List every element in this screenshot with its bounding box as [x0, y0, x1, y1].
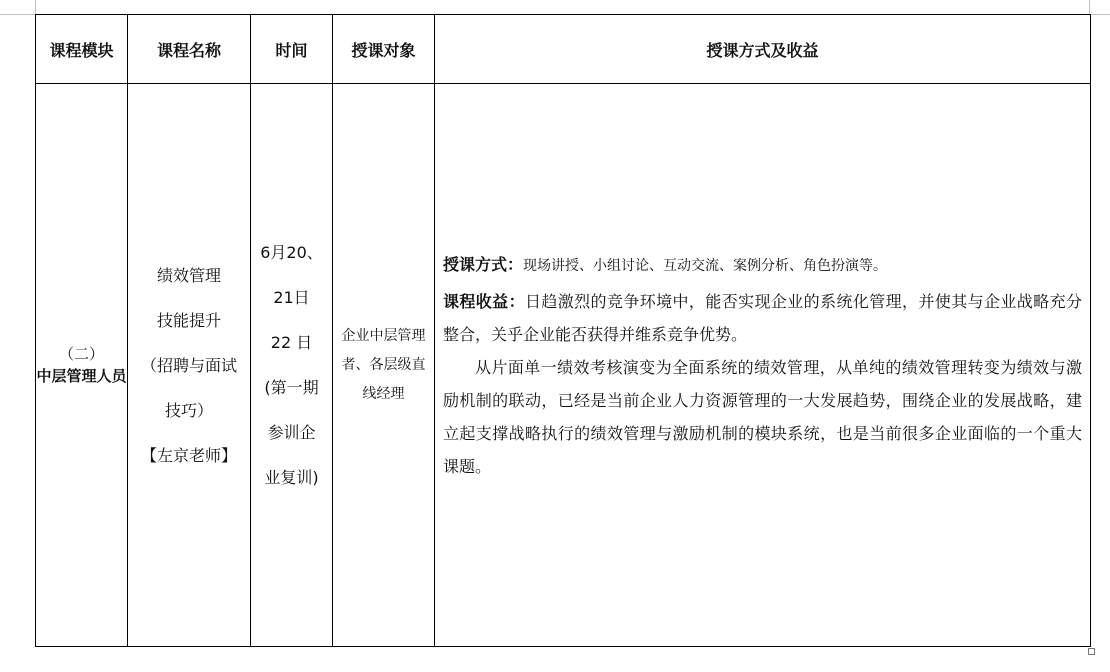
table-row [36, 84, 1091, 647]
course-line: 技巧） [164, 400, 213, 420]
method-label: 授课方式： [443, 254, 524, 274]
course-name-cell [128, 84, 251, 647]
course-table [35, 14, 1091, 647]
course-line: 绩效管理 [156, 265, 221, 285]
time-line: 参训企 [267, 423, 316, 442]
table-resize-handle[interactable] [1088, 648, 1095, 655]
method-paragraph [443, 248, 1082, 283]
time-line: 6月20、 [260, 243, 323, 262]
time-line: 21日 [273, 288, 310, 307]
audience-cell [333, 84, 435, 647]
benefit-paragraph [443, 285, 1082, 351]
method-benefit-cell [435, 84, 1091, 647]
module-number: （二） [58, 345, 104, 363]
header-module: 课程模块 [36, 15, 128, 84]
header-course-name: 课程名称 [128, 15, 251, 84]
page-guide-right [1089, 0, 1090, 14]
course-teacher: 【左京老师】 [140, 445, 237, 465]
header-row [36, 15, 1091, 84]
time-line: (第一期 [264, 378, 319, 397]
time-line: 业复训) [264, 468, 319, 487]
time-line: 22 日 [270, 333, 313, 352]
module-name: 中层管理人员 [36, 367, 127, 385]
method-text: 现场讲授、小组讨论、互动交流、案例分析、角色扮演等。 [523, 257, 888, 274]
benefit-label: 课程收益： [443, 291, 525, 311]
benefit-text: 日趋激烈的竞争环境中，能否实现企业的系统化管理，并使其与企业战略充分整合，关乎企业能否获得并维系竞争优势。 [443, 291, 1082, 344]
header-audience: 授课对象 [333, 15, 435, 84]
header-time: 时间 [251, 15, 333, 84]
header-method-benefit: 授课方式及收益 [435, 15, 1091, 84]
time-cell [251, 84, 333, 647]
audience-text: 企业中层管理者、各层级直线经理 [341, 327, 426, 402]
course-line: （招聘与面试 [140, 355, 237, 375]
module-cell [36, 84, 128, 647]
benefit-paragraph-2: 从片面单一绩效考核演变为全面系统的绩效管理，从单纯的绩效管理转变为绩效与激励机制的联动，已经是当前企业人力资源管理的一大发展趋势，围绕企业的发展战略，建立起支撑战略执行的绩效管理与激励机制的模块系统，也是当前很多企业面临的一个重大课题。 [443, 357, 1082, 476]
page-guide-top-left [0, 14, 35, 15]
course-line: 技能提升 [156, 310, 221, 330]
page-guide-left [35, 0, 36, 14]
page-guide-top-right [1090, 14, 1110, 15]
